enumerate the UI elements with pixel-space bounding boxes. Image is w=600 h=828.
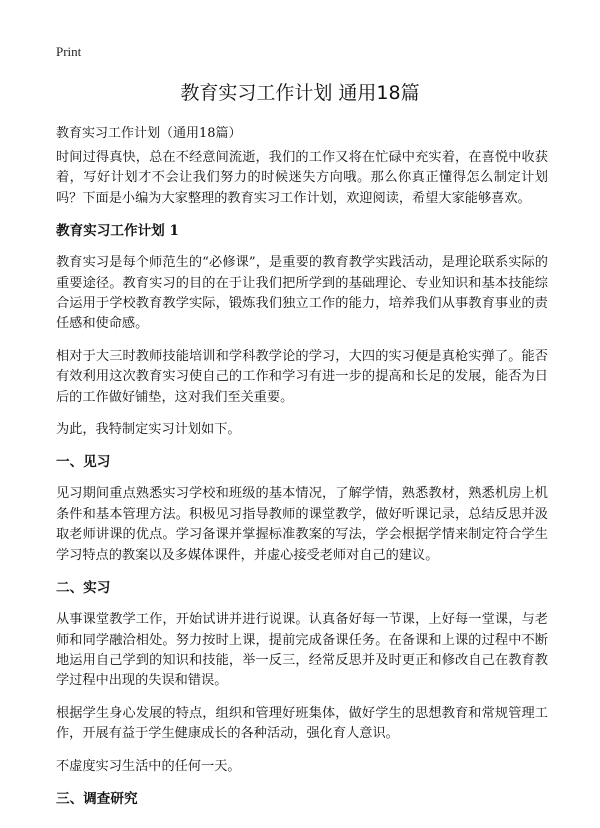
- paragraph: 相对于大三时教师技能培训和学科教学论的学习，大四的实习便是真枪实弹了。能否有效利用这次教育实习使自己的工作和学习有进一步的提高和长足的发展，能否为日后的工作做好铺垫，这对我们至关重要。: [56, 348, 548, 405]
- paragraph: 见习期间重点熟悉实习学校和班级的基本情况，了解学情，熟悉教材，熟悉机房上机条件和基本管理方法。积极见习指导教师的课堂教学，做好听课记录，总结反思并汲取老师讲课的优点。学习备课并掌握标准教案的写法，学会根据学情来制定符合学生学习特点的教案以及多媒体课件，并虚心接受老师对自己的建议。: [56, 486, 548, 563]
- section-heading-plan-1: 教育实习工作计划 1: [56, 223, 179, 240]
- paragraph: 教育实习是每个师范生的“必修课”，是重要的教育教学实践活动，是理论联系实际的重要途径。教育实习的目的在于让我们把所学到的基础理论、专业知识和基本技能综合运用于学校教育教学实际，锻炼我们独立工作的能力，培养我们从事教育事业的责任感和使命感。: [56, 255, 548, 332]
- paragraph: 为此，我特制定实习计划如下。: [56, 422, 241, 438]
- print-link[interactable]: Print: [56, 44, 82, 59]
- section-heading-research: 三、调查研究: [56, 790, 138, 807]
- intro-paragraph: 时间过得真快，总在不经意间流逝，我们的工作又将在忙碌中充实着，在喜悦中收获着，写好计划才不会让我们努力的时候迷失方向哦。那么你真正懂得怎么制定计划吗？下面是小编为大家整理的教育实习工作计划，欢迎阅读，希望大家能够喜欢。: [56, 150, 548, 206]
- document-subtitle: 教育实习工作计划（通用18篇）: [56, 126, 242, 141]
- paragraph: 根据学生身心发展的特点，组织和管理好班集体，做好学生的思想教育和常规管理工作，开展有益于学生健康成长的各种活动，强化育人意识。: [56, 705, 548, 742]
- page-title: 教育实习工作计划 通用18篇: [180, 82, 420, 104]
- section-heading-practice: 二、实习: [56, 580, 111, 597]
- document-body: [56, 148, 548, 821]
- section-heading-observation: 一、见习: [56, 454, 111, 471]
- paragraph: 不虚度实习生活中的任何一天。: [56, 758, 241, 774]
- paragraph: 从事课堂教学工作，开始试讲并进行说课。认真备好每一节课，上好每一堂课，与老师和同学融洽相处。努力按时上课，提前完成备课任务。在备课和上课的过程中不断地运用自己学到的知识和技能，举一反三，经常反思并及时更正和修改自己在教育教学过程中出现的失误和错误。: [56, 612, 548, 689]
